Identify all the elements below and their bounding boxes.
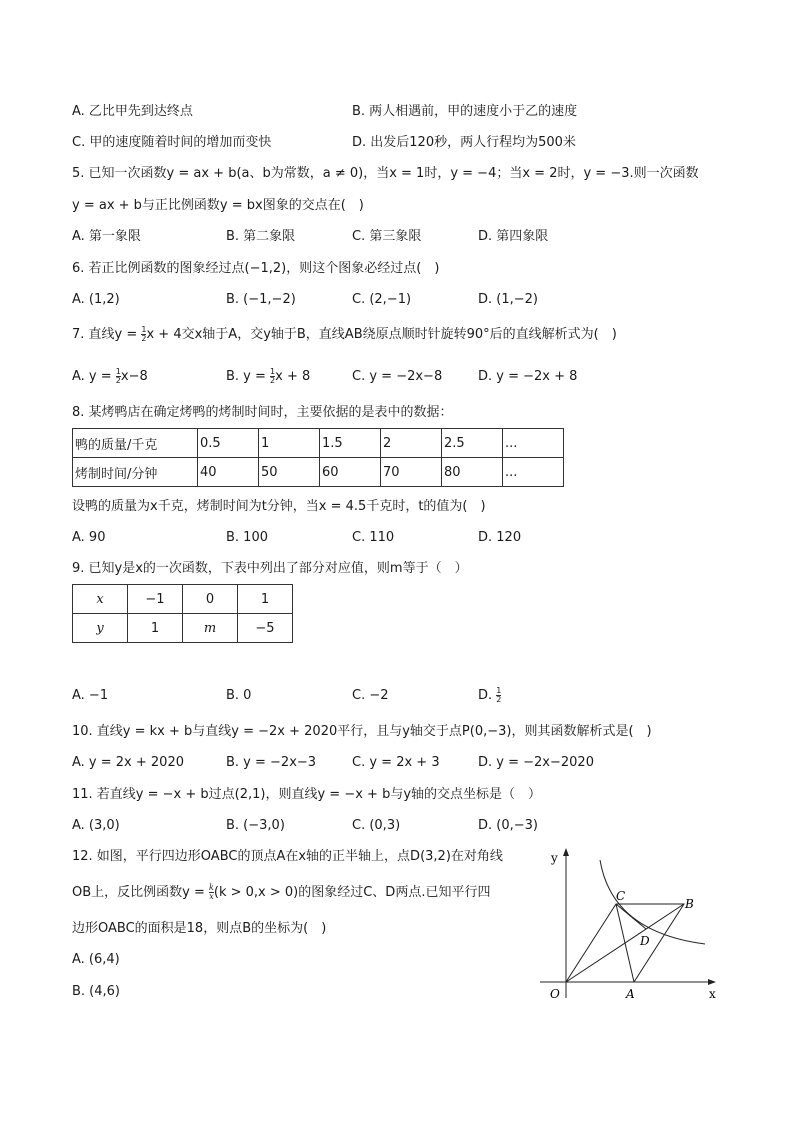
q7-stem — [72, 326, 617, 344]
q5-option-b: B. 第二象限 — [226, 229, 296, 244]
q12-option-b: B. (4,6) — [72, 984, 121, 999]
table-cell: m — [183, 614, 238, 643]
q7-stem-suffix: x + 4交x轴于A，交y轴于B，直线AB绕原点顺时针旋转90°后的直线解析式为( ) — [146, 327, 617, 342]
q7-option-a — [72, 368, 148, 386]
q7-option-b — [226, 368, 310, 386]
q6-option-a: A. (1,2) — [72, 292, 120, 307]
q5-option-a: A. 第一象限 — [72, 229, 141, 244]
q12-stem-line2-suffix: (k > 0,x > 0)的图象经过C、D两点.已知平行四 — [213, 885, 491, 900]
q6-stem: 6. 若正比例函数的图象经过点(−1,2)，则这个图象必经过点( ) — [72, 261, 440, 276]
q9-stem: 9. 已知y是x的一次函数，下表中列出了部分对应值，则m等于（ ） — [72, 561, 468, 576]
q8-option-d: D. 120 — [478, 530, 522, 545]
q9-option-c: C. −2 — [352, 688, 389, 703]
q9-table-row-y — [73, 614, 293, 643]
q11-option-a: A. (3,0) — [72, 818, 120, 833]
table-cell: 1 — [238, 585, 293, 614]
q7-stem-prefix: 7. 直线y = — [72, 327, 142, 342]
table-cell: 60 — [320, 458, 381, 487]
q8-stem-line2: 设鸭的质量为x千克，烤制时间为t分钟，当x = 4.5千克时，t的值为( ) — [72, 499, 486, 514]
q5-option-c: C. 第三象限 — [352, 229, 422, 244]
table-cell: 2 — [381, 429, 442, 458]
q4-option-c: C. 甲的速度随着时间的增加而变快 — [72, 135, 272, 150]
q5-stem-line1: 5. 已知一次函数y = ax + b(a、b为常数，a ≠ 0)，当x = 1时，y = −4；当x = 2时，y = −3.则一次函数 — [72, 166, 699, 181]
label-x: x — [709, 987, 716, 1001]
table-cell: y — [73, 614, 128, 643]
label-d: D — [640, 934, 650, 948]
q9-table-row-x — [73, 585, 293, 614]
table-cell: 烤制时间/分钟 — [73, 458, 198, 487]
table-cell: 1 — [128, 614, 183, 643]
x-axis-arrow — [708, 979, 716, 985]
q9-option-d — [478, 687, 501, 705]
q9-option-d-prefix: D. — [478, 688, 497, 703]
q9-option-d-denominator: 2 — [496, 695, 502, 704]
table-cell: ... — [503, 429, 564, 458]
label-a: A — [626, 987, 635, 1001]
table-cell: 鸭的质量/千克 — [73, 429, 198, 458]
q9-table — [72, 584, 293, 643]
q11-option-c: C. (0,3) — [352, 818, 401, 833]
q8-table — [72, 428, 564, 487]
table-cell: 1 — [259, 429, 320, 458]
label-c: C — [616, 889, 626, 903]
q12-stem-line2 — [72, 884, 490, 902]
q12-fraction-numerator: k — [209, 883, 214, 892]
q7-fraction-numerator: 1 — [141, 325, 147, 334]
q7-option-a-prefix: A. y = — [72, 369, 116, 384]
q8-option-b: B. 100 — [226, 530, 268, 545]
q6-option-c: C. (2,−1) — [352, 292, 412, 307]
q7-option-a-denominator: 2 — [115, 376, 121, 385]
table-cell: 80 — [442, 458, 503, 487]
q4-option-b: B. 两人相遇前，甲的速度小于乙的速度 — [352, 104, 578, 119]
y-axis-arrow — [563, 848, 569, 856]
q8-table-row-time — [73, 458, 564, 487]
q7-option-b-numerator: 1 — [270, 367, 276, 376]
q6-option-b: B. (−1,−2) — [226, 292, 296, 307]
table-cell: x — [73, 585, 128, 614]
q9-option-a: A. −1 — [72, 688, 109, 703]
table-cell: 0.5 — [198, 429, 259, 458]
table-cell: 2.5 — [442, 429, 503, 458]
q11-option-d: D. (0,−3) — [478, 818, 538, 833]
table-cell: 50 — [259, 458, 320, 487]
q4-option-a: A. 乙比甲先到达终点 — [72, 104, 193, 119]
q11-stem: 11. 若直线y = −x + b过点(2,1)，则直线y = −x + b与y轴的交点坐标是（ ） — [72, 787, 542, 802]
table-cell: 70 — [381, 458, 442, 487]
q8-table-row-mass — [73, 429, 564, 458]
q4-option-d: D. 出发后120秒，两人行程均为500米 — [352, 135, 576, 150]
q7-option-d: D. y = −2x + 8 — [478, 369, 578, 384]
q7-option-b-denominator: 2 — [270, 376, 276, 385]
q11-option-b: B. (−3,0) — [226, 818, 285, 833]
q10-option-c: C. y = 2x + 3 — [352, 755, 440, 770]
q5-option-d: D. 第四象限 — [478, 229, 549, 244]
q7-fraction-denominator: 2 — [141, 334, 147, 343]
q9-option-d-fraction — [496, 687, 501, 704]
table-cell: −5 — [238, 614, 293, 643]
q10-option-d: D. y = −2x−2020 — [478, 755, 594, 770]
label-b: B — [685, 897, 694, 911]
q8-stem: 8. 某烤鸭店在确定烤鸭的烤制时间时，主要依据的是表中的数据： — [72, 405, 453, 420]
q7-option-c: C. y = −2x−8 — [352, 369, 443, 384]
q10-option-a: A. y = 2x + 2020 — [72, 755, 184, 770]
q10-stem: 10. 直线y = kx + b与直线y = −2x + 2020平行，且与y轴交于点P(0,−3)，则其函数解析式是( ) — [72, 724, 652, 739]
q12-stem-line2-prefix: OB上，反比例函数y = — [72, 885, 210, 900]
label-y: y — [551, 851, 558, 865]
table-cell: 40 — [198, 458, 259, 487]
q12-stem-line3: 边形OABC的面积是18，则点B的坐标为( ) — [72, 921, 327, 936]
q7-option-a-suffix: x−8 — [120, 369, 148, 384]
table-cell: 0 — [183, 585, 238, 614]
q7-option-b-prefix: B. y = — [226, 369, 271, 384]
q10-option-b: B. y = −2x−3 — [226, 755, 317, 770]
q12-figure — [520, 840, 780, 1010]
q12-option-a: A. (6,4) — [72, 952, 120, 967]
q8-option-c: C. 110 — [352, 530, 395, 545]
table-cell: −1 — [128, 585, 183, 614]
q7-option-a-numerator: 1 — [115, 367, 121, 376]
label-o: O — [550, 987, 560, 1001]
q12-stem-line1: 12. 如图，平行四边形OABC的顶点A在x轴的正半轴上，点D(3,2)在对角线 — [72, 849, 503, 864]
q9-option-b: B. 0 — [226, 688, 252, 703]
q5-stem-line2: y = ax + b与正比例函数y = bx图象的交点在( ) — [72, 198, 364, 213]
q8-option-a: A. 90 — [72, 530, 106, 545]
table-cell: ... — [503, 458, 564, 487]
q12-fraction-denominator: x — [209, 892, 214, 901]
q6-option-d: D. (1,−2) — [478, 292, 538, 307]
table-cell: 1.5 — [320, 429, 381, 458]
q9-option-d-numerator: 1 — [496, 686, 502, 695]
q7-option-b-suffix: x + 8 — [275, 369, 311, 384]
